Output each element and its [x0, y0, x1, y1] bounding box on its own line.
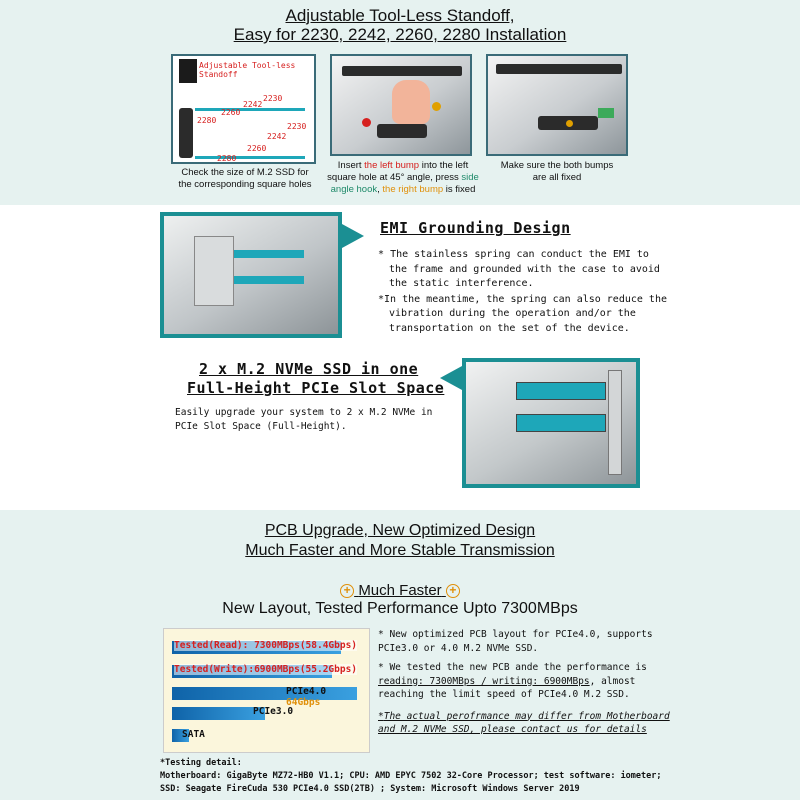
much-faster: Much Faster [358, 582, 442, 599]
chart-label: PCIe4.0 [286, 686, 327, 697]
caption-line: angle hook, the right bump is fixed [330, 184, 476, 195]
chart-label: Tested(Write):6900MBps(55.2Gbps) [174, 664, 358, 675]
standoff-size-diagram [171, 54, 316, 164]
slot-title-line1: 2 x M.2 NVMe SSD in one [199, 360, 419, 378]
caption-line: the corresponding square holes [178, 179, 312, 190]
testing-line: SSD: Seagate FireCuda 530 PCIe4.0 SSD(2TB) ; System: Microsoft Windows Server 2019 [160, 784, 580, 794]
panel2-caption [318, 160, 488, 196]
chart-label: SATA [182, 729, 205, 740]
testing-line: Motherboard: GigaByte MZ72-HB0 V1.1; CPU: AMD EPYC 7502 32-Core Processor; test software: iometer; [160, 771, 662, 781]
size-label: 2242 [267, 132, 287, 141]
hand-icon [392, 80, 430, 124]
install-photo [330, 54, 472, 156]
slot-photo [462, 358, 640, 488]
bullet-line: reading: 7300MBps / writing: 6900MBps, almost [378, 675, 636, 687]
slot-description [175, 406, 432, 434]
panel1-caption [165, 167, 325, 191]
performance-chart [163, 628, 370, 753]
emi-pointer [342, 224, 364, 248]
standoff-title-line1: Adjustable Tool-Less Standoff, [285, 6, 515, 25]
bullet-item: * The stainless spring can conduct the EMI to the frame and grounded with the case to avoid the static interference. [378, 249, 660, 289]
caption-line: Check the size of M.2 SSD for [181, 167, 309, 178]
chart-bar [172, 707, 265, 720]
caption-line: square hole at 45° angle, press side [327, 172, 479, 183]
fixed-photo [486, 54, 628, 156]
disclaimer-line: and M.2 NVMe SSD, please contact us for details [378, 724, 647, 735]
chart-label: Tested(Read): 7300MBps(58.4Gbps) [174, 640, 358, 651]
emi-photo [160, 212, 342, 338]
plus-icon: + [446, 584, 460, 598]
slot-pointer [440, 366, 462, 390]
emi-bullets [378, 248, 668, 336]
much-faster-row [0, 582, 800, 599]
size-label: 2260 [247, 144, 267, 153]
standoff-title-line2: Easy for 2230, 2242, 2260, 2280 Installation [233, 25, 567, 44]
caption-line: Insert the left bump into the left [337, 160, 469, 171]
bullet-item: *In the meantime, the spring can also reduce the vibration during the operation and/or the transportation on the set of the device. [378, 293, 667, 334]
pcb-title-line1: PCB Upgrade, New Optimized Design [264, 522, 536, 539]
chart-label: 64Gbps [286, 697, 321, 708]
performance-headline: New Layout, Tested Performance Upto 7300MBps [222, 600, 578, 617]
size-label: 2260 [221, 108, 241, 117]
size-label: 2280 [217, 154, 237, 163]
plus-icon: + [340, 584, 354, 598]
standoff-callout: Adjustable Tool-less Standoff [199, 61, 296, 79]
disclaimer: *The actual perofrmance may differ from Motherboard [378, 710, 670, 722]
pcb-title-line2: Much Faster and More Stable Transmission [245, 542, 555, 559]
desc-line: PCIe Slot Space (Full-Height). [175, 421, 347, 432]
chart-bar [172, 687, 357, 700]
emi-title: EMI Grounding Design [380, 219, 571, 237]
slot-title-line2: Full-Height PCIe Slot Space [187, 379, 445, 397]
caption-line: are all fixed [532, 172, 582, 183]
size-label: 2280 [197, 116, 217, 125]
size-label: 2230 [263, 94, 283, 103]
bullet-line: PCIe3.0 or 4.0 M.2 NVMe SSD. [378, 642, 539, 654]
testing-detail [160, 757, 662, 796]
bullet-item: * New optimized PCB layout for PCIe4.0, supports [378, 629, 653, 640]
size-label: 2242 [243, 100, 263, 109]
caption-line: Make sure the both bumps [500, 160, 614, 171]
size-label: 2230 [287, 122, 307, 131]
bullet-line: reaching the limit speed of PCIe4.0 M.2 SSD. [378, 689, 630, 700]
pcb-bullets [378, 628, 678, 737]
bullet-item: * We tested the new PCB ande the performance is [378, 662, 647, 673]
panel3-caption [480, 160, 634, 184]
chart-label: PCIe3.0 [253, 706, 294, 717]
desc-line: Easily upgrade your system to 2 x M.2 NVMe in [175, 407, 433, 418]
testing-title: *Testing detail: [160, 758, 242, 768]
